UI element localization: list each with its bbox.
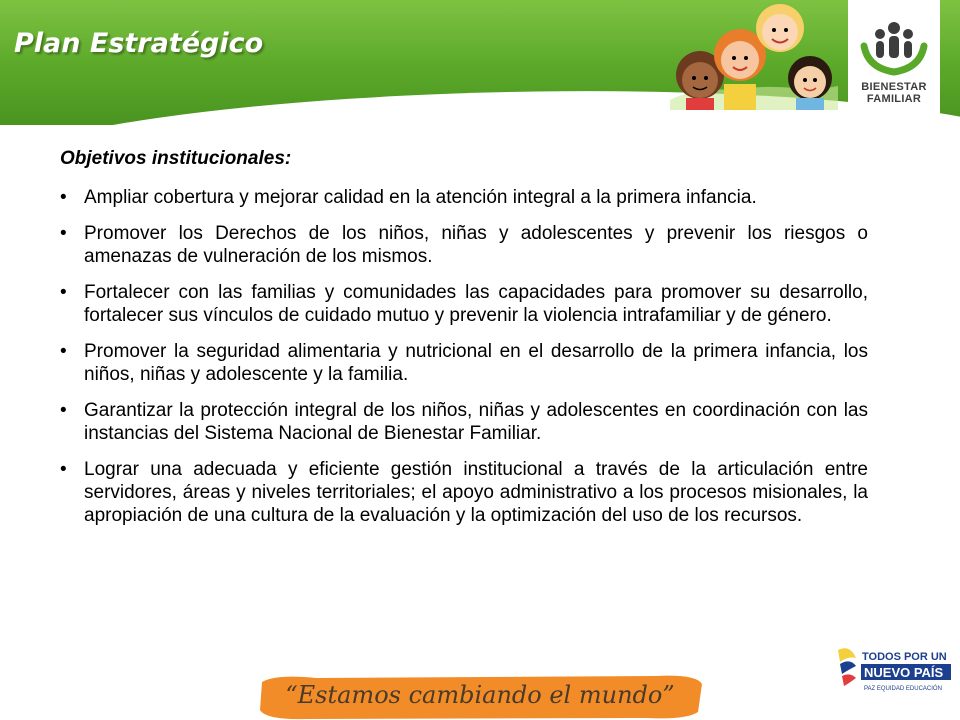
list-item-text: Lograr una adecuada y eficiente gestión institucional a través de la articulación entre servidores, áreas y niveles territoriales; el apoyo administrativo a los procesos misionales, la apropiación de una cultura de la evaluación y la optimización del uso de los recursos. [84, 459, 868, 526]
bullet-icon: • [60, 341, 67, 362]
list-item-text: Garantizar la protección integral de los niños, niñas y adolescentes en coordinación con las instancias del Sistema Nacional de Bienestar Familiar. [84, 400, 868, 444]
bullet-icon: • [60, 223, 67, 244]
page-title: Plan Estratégico [14, 28, 264, 59]
list-item-text: Ampliar cobertura y mejorar calidad en la atención integral a la primera infancia. [84, 187, 757, 208]
objectives-list [60, 186, 868, 527]
list-item-text: Promover la seguridad alimentaria y nutricional en el desarrollo de la primera infancia, los niños, niñas y adolescente y la familia. [84, 341, 868, 385]
list-item-text: Promover los Derechos de los niños, niñas y adolescentes y prevenir los riesgos o amenazas de vulneración de los mismos. [84, 223, 868, 267]
todos-por-un-nuevo-pais-logo [834, 640, 954, 700]
main-content [60, 148, 868, 540]
bienestar-familiar-logo [852, 18, 936, 105]
list-item-text: Fortalecer con las familias y comunidades las capacidades para promover su desarrollo, fortalecer sus vínculos de cuidado mutuo y prevenir la violencia intrafamiliar y de género. [84, 282, 868, 326]
list-item [60, 281, 868, 327]
header [0, 0, 960, 125]
list-item [60, 340, 868, 386]
bullet-icon: • [60, 400, 67, 421]
list-item [60, 186, 868, 209]
bienestar-familiar-icon [858, 18, 930, 76]
bullet-icon: • [60, 282, 67, 303]
slogan-text: “Estamos cambiando el mundo” [285, 681, 675, 709]
children-illustration-icon [660, 0, 840, 110]
bullet-icon: • [60, 459, 67, 480]
bullet-icon: • [60, 187, 67, 208]
list-item [60, 458, 868, 527]
brand-line-1: TODOS POR UN [862, 651, 947, 663]
brand-line-2: NUEVO PAÍS [864, 665, 944, 680]
brand-line-3: PAZ EQUIDAD EDUCACIÓN [864, 686, 942, 692]
list-item [60, 222, 868, 268]
logo-line-1: BIENESTAR [861, 81, 927, 93]
list-item [60, 399, 868, 445]
slogan-banner [256, 672, 704, 720]
section-subtitle: Objetivos institucionales: [60, 148, 292, 169]
logo-line-2: FAMILIAR [866, 93, 922, 105]
